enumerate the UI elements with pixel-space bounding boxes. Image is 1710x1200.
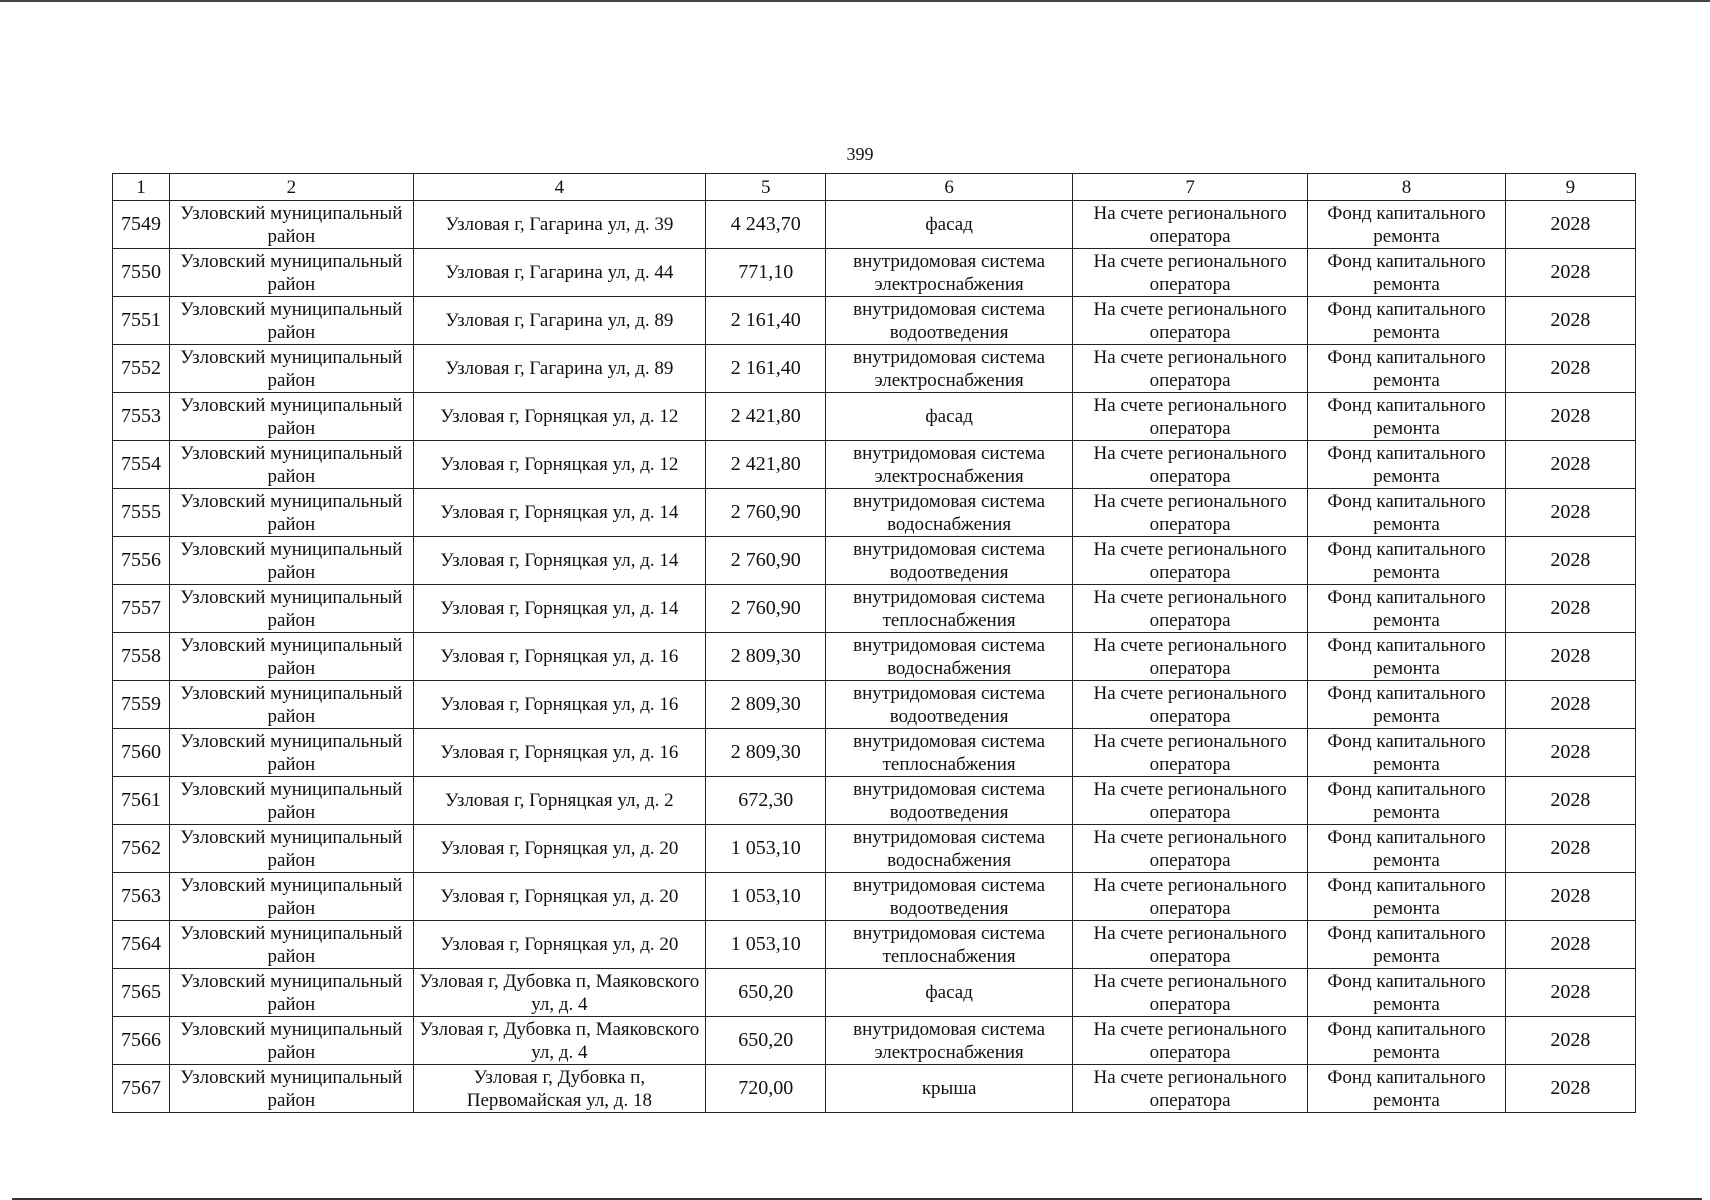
address-cell: Узловая г, Горняцкая ул, д. 20 — [413, 921, 706, 969]
address-cell: Узловая г, Горняцкая ул, д. 16 — [413, 633, 706, 681]
row-number: 7554 — [113, 441, 170, 489]
year-cell: 2028 — [1505, 1065, 1635, 1113]
table-row — [113, 585, 1636, 633]
address-cell: Узловая г, Горняцкая ул, д. 12 — [413, 441, 706, 489]
year-cell: 2028 — [1505, 873, 1635, 921]
funding-source-cell: Фонд капитального ремонта — [1308, 969, 1505, 1017]
funding-source-cell: Фонд капитального ремонта — [1308, 249, 1505, 297]
address-cell: Узловая г, Горняцкая ул, д. 14 — [413, 585, 706, 633]
account-cell: На счете регионального оператора — [1072, 633, 1307, 681]
work-type-cell: фасад — [826, 969, 1072, 1017]
area-cell: 2 421,80 — [706, 393, 826, 441]
row-number: 7556 — [113, 537, 170, 585]
district-cell: Узловский муниципальный район — [170, 969, 413, 1017]
district-cell: Узловский муниципальный район — [170, 825, 413, 873]
address-cell: Узловая г, Гагарина ул, д. 44 — [413, 249, 706, 297]
year-cell: 2028 — [1505, 393, 1635, 441]
work-type-cell: внутридомовая система водоотведения — [826, 537, 1072, 585]
row-number: 7553 — [113, 393, 170, 441]
column-header: 9 — [1505, 174, 1635, 201]
year-cell: 2028 — [1505, 297, 1635, 345]
district-cell: Узловский муниципальный район — [170, 585, 413, 633]
account-cell: На счете регионального оператора — [1072, 969, 1307, 1017]
account-cell: На счете регионального оператора — [1072, 441, 1307, 489]
table-row — [113, 345, 1636, 393]
funding-source-cell: Фонд капитального ремонта — [1308, 345, 1505, 393]
row-number: 7567 — [113, 1065, 170, 1113]
area-cell: 2 760,90 — [706, 537, 826, 585]
area-cell: 2 809,30 — [706, 729, 826, 777]
work-type-cell: внутридомовая система водоснабжения — [826, 825, 1072, 873]
column-header: 6 — [826, 174, 1072, 201]
row-number: 7555 — [113, 489, 170, 537]
row-number: 7564 — [113, 921, 170, 969]
account-cell: На счете регионального оператора — [1072, 873, 1307, 921]
table-row — [113, 825, 1636, 873]
table-row — [113, 1065, 1636, 1113]
account-cell: На счете регионального оператора — [1072, 249, 1307, 297]
area-cell: 720,00 — [706, 1065, 826, 1113]
year-cell: 2028 — [1505, 345, 1635, 393]
scan-top-edge — [0, 0, 1710, 2]
funding-source-cell: Фонд капитального ремонта — [1308, 393, 1505, 441]
account-cell: На счете регионального оператора — [1072, 297, 1307, 345]
table-row — [113, 537, 1636, 585]
row-number: 7551 — [113, 297, 170, 345]
account-cell: На счете регионального оператора — [1072, 393, 1307, 441]
row-number: 7550 — [113, 249, 170, 297]
account-cell: На счете регионального оператора — [1072, 345, 1307, 393]
year-cell: 2028 — [1505, 249, 1635, 297]
row-number: 7562 — [113, 825, 170, 873]
account-cell: На счете регионального оператора — [1072, 777, 1307, 825]
table-row — [113, 201, 1636, 249]
district-cell: Узловский муниципальный район — [170, 681, 413, 729]
table-row — [113, 249, 1636, 297]
funding-source-cell: Фонд капитального ремонта — [1308, 537, 1505, 585]
year-cell: 2028 — [1505, 969, 1635, 1017]
district-cell: Узловский муниципальный район — [170, 249, 413, 297]
district-cell: Узловский муниципальный район — [170, 441, 413, 489]
row-number: 7552 — [113, 345, 170, 393]
address-cell: Узловая г, Дубовка п, Первомайская ул, д. 18 — [413, 1065, 706, 1113]
account-cell: На счете регионального оператора — [1072, 921, 1307, 969]
funding-source-cell: Фонд капитального ремонта — [1308, 585, 1505, 633]
funding-source-cell: Фонд капитального ремонта — [1308, 297, 1505, 345]
funding-source-cell: Фонд капитального ремонта — [1308, 681, 1505, 729]
row-number: 7561 — [113, 777, 170, 825]
district-cell: Узловский муниципальный район — [170, 393, 413, 441]
table-row — [113, 921, 1636, 969]
row-number: 7559 — [113, 681, 170, 729]
work-type-cell: фасад — [826, 393, 1072, 441]
account-cell: На счете регионального оператора — [1072, 729, 1307, 777]
work-type-cell: внутридомовая система водоотведения — [826, 681, 1072, 729]
work-type-cell: внутридомовая система электроснабжения — [826, 249, 1072, 297]
year-cell: 2028 — [1505, 777, 1635, 825]
funding-source-cell: Фонд капитального ремонта — [1308, 729, 1505, 777]
district-cell: Узловский муниципальный район — [170, 537, 413, 585]
area-cell: 771,10 — [706, 249, 826, 297]
year-cell: 2028 — [1505, 681, 1635, 729]
row-number: 7558 — [113, 633, 170, 681]
area-cell: 2 809,30 — [706, 633, 826, 681]
row-number: 7566 — [113, 1017, 170, 1065]
row-number: 7557 — [113, 585, 170, 633]
year-cell: 2028 — [1505, 825, 1635, 873]
table-row — [113, 633, 1636, 681]
funding-source-cell: Фонд капитального ремонта — [1308, 777, 1505, 825]
address-cell: Узловая г, Горняцкая ул, д. 20 — [413, 873, 706, 921]
funding-source-cell: Фонд капитального ремонта — [1308, 825, 1505, 873]
district-cell: Узловский муниципальный район — [170, 729, 413, 777]
area-cell: 1 053,10 — [706, 873, 826, 921]
year-cell: 2028 — [1505, 633, 1635, 681]
account-cell: На счете регионального оператора — [1072, 825, 1307, 873]
year-cell: 2028 — [1505, 1017, 1635, 1065]
area-cell: 650,20 — [706, 1017, 826, 1065]
column-header: 4 — [413, 174, 706, 201]
account-cell: На счете регионального оператора — [1072, 489, 1307, 537]
account-cell: На счете регионального оператора — [1072, 1065, 1307, 1113]
column-header: 7 — [1072, 174, 1307, 201]
table-row — [113, 489, 1636, 537]
area-cell: 2 421,80 — [706, 441, 826, 489]
year-cell: 2028 — [1505, 921, 1635, 969]
table-row — [113, 729, 1636, 777]
header-row — [113, 174, 1636, 201]
address-cell: Узловая г, Горняцкая ул, д. 20 — [413, 825, 706, 873]
work-type-cell: крыша — [826, 1065, 1072, 1113]
year-cell: 2028 — [1505, 537, 1635, 585]
table-row — [113, 297, 1636, 345]
row-number: 7565 — [113, 969, 170, 1017]
district-cell: Узловский муниципальный район — [170, 489, 413, 537]
address-cell: Узловая г, Гагарина ул, д. 89 — [413, 345, 706, 393]
funding-source-cell: Фонд капитального ремонта — [1308, 441, 1505, 489]
account-cell: На счете регионального оператора — [1072, 585, 1307, 633]
table-row — [113, 1017, 1636, 1065]
area-cell: 650,20 — [706, 969, 826, 1017]
account-cell: На счете регионального оператора — [1072, 537, 1307, 585]
year-cell: 2028 — [1505, 729, 1635, 777]
area-cell: 4 243,70 — [706, 201, 826, 249]
address-cell: Узловая г, Дубовка п, Маяковского ул, д. 4 — [413, 969, 706, 1017]
year-cell: 2028 — [1505, 201, 1635, 249]
area-cell: 1 053,10 — [706, 825, 826, 873]
column-header: 5 — [706, 174, 826, 201]
year-cell: 2028 — [1505, 585, 1635, 633]
address-cell: Узловая г, Дубовка п, Маяковского ул, д. 4 — [413, 1017, 706, 1065]
page-number: 399 — [846, 144, 874, 164]
funding-source-cell: Фонд капитального ремонта — [1308, 201, 1505, 249]
district-cell: Узловский муниципальный район — [170, 1065, 413, 1113]
work-type-cell: внутридомовая система электроснабжения — [826, 345, 1072, 393]
work-type-cell: внутридомовая система водоотведения — [826, 777, 1072, 825]
account-cell: На счете регионального оператора — [1072, 681, 1307, 729]
work-type-cell: внутридомовая система теплоснабжения — [826, 729, 1072, 777]
address-cell: Узловая г, Гагарина ул, д. 89 — [413, 297, 706, 345]
register-table — [112, 173, 1636, 1113]
year-cell: 2028 — [1505, 489, 1635, 537]
funding-source-cell: Фонд капитального ремонта — [1308, 1065, 1505, 1113]
district-cell: Узловский муниципальный район — [170, 873, 413, 921]
address-cell: Узловая г, Горняцкая ул, д. 16 — [413, 729, 706, 777]
work-type-cell: внутридомовая система электроснабжения — [826, 1017, 1072, 1065]
table-row — [113, 393, 1636, 441]
address-cell: Узловая г, Горняцкая ул, д. 12 — [413, 393, 706, 441]
area-cell: 672,30 — [706, 777, 826, 825]
funding-source-cell: Фонд капитального ремонта — [1308, 489, 1505, 537]
area-cell: 2 161,40 — [706, 345, 826, 393]
column-header: 8 — [1308, 174, 1505, 201]
table-row — [113, 681, 1636, 729]
column-header: 2 — [170, 174, 413, 201]
district-cell: Узловский муниципальный район — [170, 345, 413, 393]
district-cell: Узловский муниципальный район — [170, 201, 413, 249]
work-type-cell: внутридомовая система теплоснабжения — [826, 585, 1072, 633]
table-row — [113, 441, 1636, 489]
row-number: 7560 — [113, 729, 170, 777]
district-cell: Узловский муниципальный район — [170, 1017, 413, 1065]
table-row — [113, 777, 1636, 825]
work-type-cell: внутридомовая система водоснабжения — [826, 489, 1072, 537]
work-type-cell: фасад — [826, 201, 1072, 249]
column-header: 1 — [113, 174, 170, 201]
district-cell: Узловский муниципальный район — [170, 633, 413, 681]
table-row — [113, 873, 1636, 921]
row-number: 7549 — [113, 201, 170, 249]
table-body — [113, 201, 1636, 1113]
account-cell: На счете регионального оператора — [1072, 1017, 1307, 1065]
funding-source-cell: Фонд капитального ремонта — [1308, 633, 1505, 681]
area-cell: 2 809,30 — [706, 681, 826, 729]
year-cell: 2028 — [1505, 441, 1635, 489]
work-type-cell: внутридомовая система водоотведения — [826, 297, 1072, 345]
area-cell: 2 760,90 — [706, 489, 826, 537]
district-cell: Узловский муниципальный район — [170, 777, 413, 825]
row-number: 7563 — [113, 873, 170, 921]
address-cell: Узловая г, Горняцкая ул, д. 14 — [413, 489, 706, 537]
work-type-cell: внутридомовая система электроснабжения — [826, 441, 1072, 489]
work-type-cell: внутридомовая система водоотведения — [826, 873, 1072, 921]
funding-source-cell: Фонд капитального ремонта — [1308, 921, 1505, 969]
table-row — [113, 969, 1636, 1017]
work-type-cell: внутридомовая система теплоснабжения — [826, 921, 1072, 969]
account-cell: На счете регионального оператора — [1072, 201, 1307, 249]
funding-source-cell: Фонд капитального ремонта — [1308, 1017, 1505, 1065]
area-cell: 2 760,90 — [706, 585, 826, 633]
address-cell: Узловая г, Гагарина ул, д. 39 — [413, 201, 706, 249]
address-cell: Узловая г, Горняцкая ул, д. 16 — [413, 681, 706, 729]
funding-source-cell: Фонд капитального ремонта — [1308, 873, 1505, 921]
area-cell: 1 053,10 — [706, 921, 826, 969]
work-type-cell: внутридомовая система водоснабжения — [826, 633, 1072, 681]
district-cell: Узловский муниципальный район — [170, 297, 413, 345]
district-cell: Узловский муниципальный район — [170, 921, 413, 969]
address-cell: Узловая г, Горняцкая ул, д. 14 — [413, 537, 706, 585]
area-cell: 2 161,40 — [706, 297, 826, 345]
address-cell: Узловая г, Горняцкая ул, д. 2 — [413, 777, 706, 825]
